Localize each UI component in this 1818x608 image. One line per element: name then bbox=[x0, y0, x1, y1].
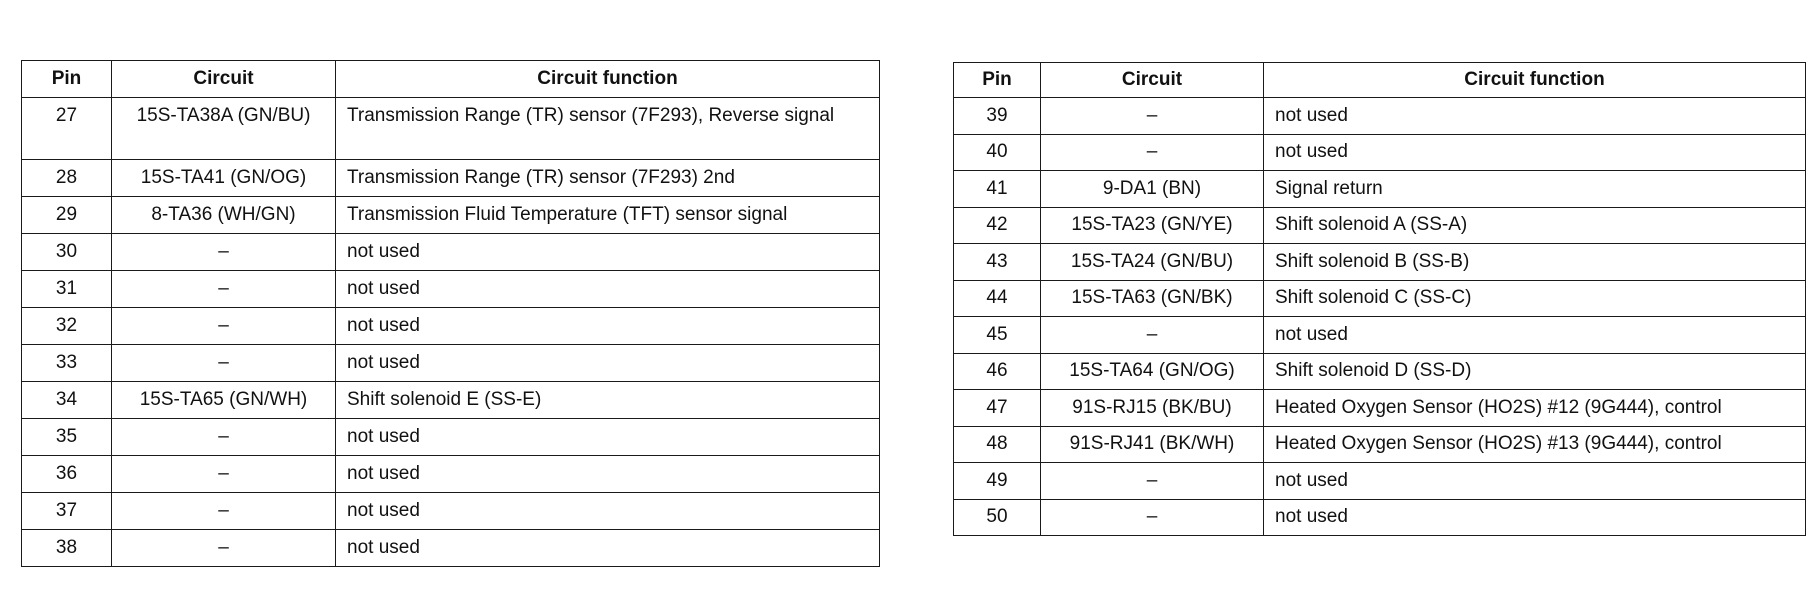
pin-cell: 44 bbox=[954, 280, 1041, 317]
pin-cell: 34 bbox=[22, 382, 112, 419]
circuit-cell: – bbox=[112, 493, 336, 530]
table-row bbox=[954, 353, 1806, 390]
function-cell: Shift solenoid E (SS-E) bbox=[336, 382, 880, 419]
header-circuit: Circuit bbox=[1041, 63, 1264, 98]
circuit-cell: – bbox=[1041, 499, 1264, 536]
pin-cell: 45 bbox=[954, 317, 1041, 354]
function-cell: Transmission Fluid Temperature (TFT) sensor signal bbox=[336, 197, 880, 234]
circuit-cell: 8-TA36 (WH/GN) bbox=[112, 197, 336, 234]
table-row bbox=[22, 382, 880, 419]
pin-cell: 30 bbox=[22, 234, 112, 271]
table-row bbox=[22, 345, 880, 382]
function-cell: Heated Oxygen Sensor (HO2S) #12 (9G444), control bbox=[1264, 390, 1806, 427]
circuit-cell: 15S-TA41 (GN/OG) bbox=[112, 160, 336, 197]
table-row bbox=[954, 499, 1806, 536]
function-cell: Shift solenoid C (SS-C) bbox=[1264, 280, 1806, 317]
table-row bbox=[954, 463, 1806, 500]
circuit-cell: 15S-TA65 (GN/WH) bbox=[112, 382, 336, 419]
function-cell: not used bbox=[1264, 317, 1806, 354]
pin-cell: 42 bbox=[954, 207, 1041, 244]
circuit-cell: 15S-TA38A (GN/BU) bbox=[112, 98, 336, 160]
table-row bbox=[954, 426, 1806, 463]
table-row bbox=[22, 160, 880, 197]
circuit-cell: – bbox=[112, 456, 336, 493]
function-cell: Transmission Range (TR) sensor (7F293), Reverse signal bbox=[336, 98, 880, 160]
pin-cell: 38 bbox=[22, 530, 112, 567]
pin-table-left bbox=[21, 60, 880, 567]
circuit-cell: – bbox=[112, 345, 336, 382]
table-header-row bbox=[22, 61, 880, 98]
circuit-cell: – bbox=[112, 234, 336, 271]
table-row bbox=[954, 280, 1806, 317]
function-cell: not used bbox=[1264, 499, 1806, 536]
pin-cell: 32 bbox=[22, 308, 112, 345]
table-row bbox=[22, 197, 880, 234]
circuit-cell: – bbox=[1041, 317, 1264, 354]
header-circuit-function: Circuit function bbox=[1264, 63, 1806, 98]
function-cell: not used bbox=[336, 530, 880, 567]
pin-cell: 39 bbox=[954, 98, 1041, 135]
circuit-cell: 91S-RJ41 (BK/WH) bbox=[1041, 426, 1264, 463]
pin-cell: 27 bbox=[22, 98, 112, 160]
table-header-row bbox=[954, 63, 1806, 98]
circuit-cell: – bbox=[1041, 134, 1264, 171]
table-row bbox=[954, 390, 1806, 427]
table-row bbox=[954, 171, 1806, 208]
circuit-cell: 9-DA1 (BN) bbox=[1041, 171, 1264, 208]
circuit-cell: – bbox=[112, 530, 336, 567]
function-cell: Shift solenoid A (SS-A) bbox=[1264, 207, 1806, 244]
pin-cell: 35 bbox=[22, 419, 112, 456]
pin-cell: 43 bbox=[954, 244, 1041, 281]
table-row bbox=[954, 134, 1806, 171]
header-pin: Pin bbox=[22, 61, 112, 98]
header-circuit-function: Circuit function bbox=[336, 61, 880, 98]
table-row bbox=[22, 419, 880, 456]
table-row bbox=[22, 308, 880, 345]
table-row bbox=[22, 234, 880, 271]
circuit-cell: 91S-RJ15 (BK/BU) bbox=[1041, 390, 1264, 427]
table-row bbox=[22, 271, 880, 308]
pin-cell: 31 bbox=[22, 271, 112, 308]
circuit-cell: 15S-TA63 (GN/BK) bbox=[1041, 280, 1264, 317]
table-row bbox=[954, 244, 1806, 281]
pin-table-right bbox=[953, 62, 1806, 536]
function-cell: not used bbox=[1264, 463, 1806, 500]
table-row bbox=[22, 493, 880, 530]
function-cell: not used bbox=[336, 493, 880, 530]
circuit-cell: – bbox=[112, 419, 336, 456]
table-row bbox=[954, 98, 1806, 135]
pin-cell: 47 bbox=[954, 390, 1041, 427]
function-cell: not used bbox=[336, 234, 880, 271]
header-circuit: Circuit bbox=[112, 61, 336, 98]
function-cell: Heated Oxygen Sensor (HO2S) #13 (9G444), control bbox=[1264, 426, 1806, 463]
function-cell: Signal return bbox=[1264, 171, 1806, 208]
table-row bbox=[22, 98, 880, 160]
pin-cell: 41 bbox=[954, 171, 1041, 208]
pin-cell: 36 bbox=[22, 456, 112, 493]
pin-cell: 40 bbox=[954, 134, 1041, 171]
pin-cell: 33 bbox=[22, 345, 112, 382]
pin-cell: 46 bbox=[954, 353, 1041, 390]
pin-cell: 50 bbox=[954, 499, 1041, 536]
function-cell: not used bbox=[336, 308, 880, 345]
function-cell: Transmission Range (TR) sensor (7F293) 2nd bbox=[336, 160, 880, 197]
function-cell: not used bbox=[1264, 134, 1806, 171]
function-cell: Shift solenoid D (SS-D) bbox=[1264, 353, 1806, 390]
pin-cell: 28 bbox=[22, 160, 112, 197]
table-row bbox=[22, 530, 880, 567]
pin-cell: 49 bbox=[954, 463, 1041, 500]
circuit-cell: – bbox=[112, 271, 336, 308]
table-row bbox=[954, 317, 1806, 354]
circuit-cell: 15S-TA64 (GN/OG) bbox=[1041, 353, 1264, 390]
circuit-cell: – bbox=[1041, 463, 1264, 500]
circuit-cell: – bbox=[112, 308, 336, 345]
function-cell: not used bbox=[336, 419, 880, 456]
circuit-cell: – bbox=[1041, 98, 1264, 135]
header-pin: Pin bbox=[954, 63, 1041, 98]
function-cell: not used bbox=[336, 345, 880, 382]
function-cell: not used bbox=[336, 456, 880, 493]
circuit-cell: 15S-TA24 (GN/BU) bbox=[1041, 244, 1264, 281]
pin-cell: 48 bbox=[954, 426, 1041, 463]
function-cell: Shift solenoid B (SS-B) bbox=[1264, 244, 1806, 281]
pin-cell: 37 bbox=[22, 493, 112, 530]
circuit-cell: 15S-TA23 (GN/YE) bbox=[1041, 207, 1264, 244]
function-cell: not used bbox=[1264, 98, 1806, 135]
table-row bbox=[22, 456, 880, 493]
pin-cell: 29 bbox=[22, 197, 112, 234]
table-row bbox=[954, 207, 1806, 244]
function-cell: not used bbox=[336, 271, 880, 308]
